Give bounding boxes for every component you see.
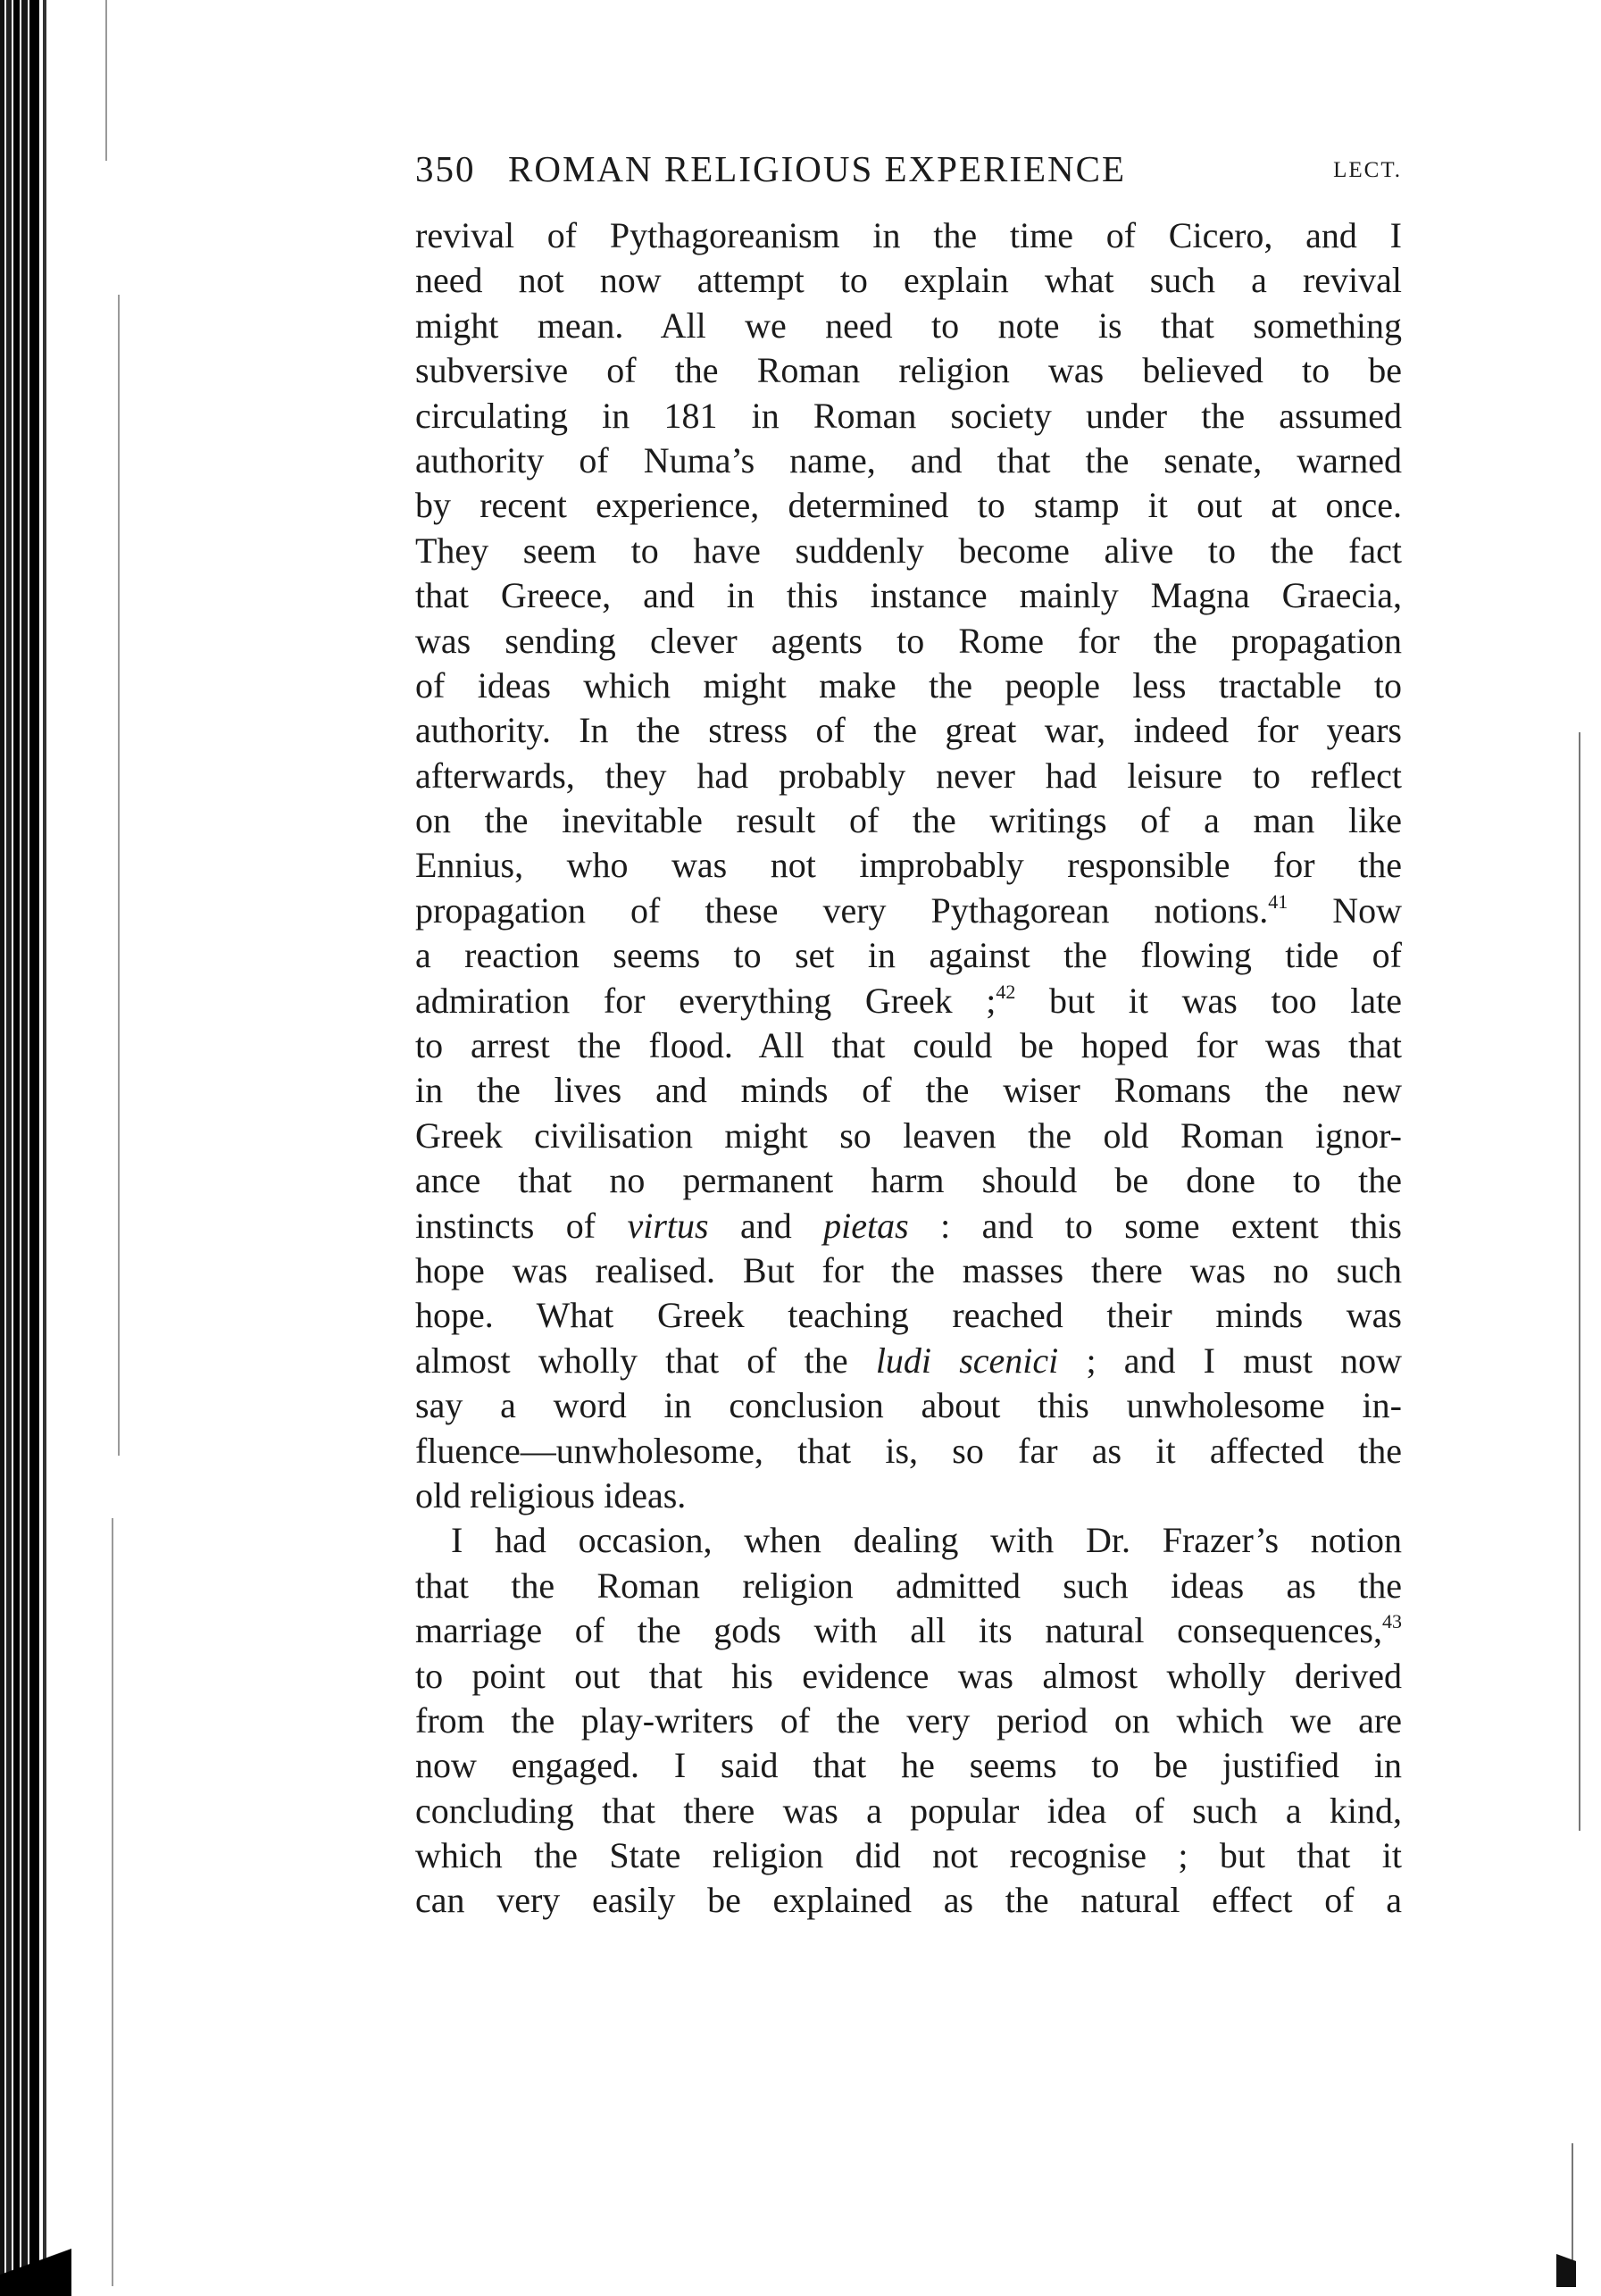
text-run: Now: [1288, 889, 1402, 931]
paragraph-2: [415, 1518, 1402, 1924]
footnote-ref-41: 41: [1268, 889, 1288, 913]
text-run: ; and I must now: [1058, 1340, 1402, 1381]
text-line: hope. What Greek teaching reached their minds was: [415, 1295, 1402, 1336]
text-line: revival of Pythagoreanism in the time of Cicero, and I: [415, 215, 1402, 255]
text-line: old religious ideas.: [415, 1474, 687, 1515]
text-line: to arrest the flood. All that could be hoped for was that: [415, 1025, 1402, 1066]
scan-edge-mark: [1579, 732, 1580, 1831]
text-line: subversive of the Roman religion was believed to be: [415, 350, 1402, 391]
scan-binding-edge: [0, 0, 64, 2296]
text-line: [415, 889, 1402, 933]
text-line: [415, 1608, 1402, 1653]
text-line: which the State religion did not recognise ; but that it: [415, 1835, 1402, 1876]
text-line: to point out that his evidence was almost wholly derived: [415, 1655, 1402, 1696]
text-run: and: [708, 1205, 824, 1246]
running-head-lect: LECT.: [1333, 158, 1402, 182]
text-line: [415, 1204, 1402, 1248]
text-line: can very easily be explained as the natural effect of a: [415, 1880, 1402, 1921]
scan-fiber-line: [112, 1518, 113, 2286]
text-run: instincts of: [415, 1205, 628, 1246]
text-line: say a word in conclusion about this unwholesome in-: [415, 1385, 1402, 1426]
text-line: that the Roman religion admitted such ideas as the: [415, 1565, 1402, 1606]
text-line: [415, 979, 1402, 1023]
text-line: need not now attempt to explain what such a revival: [415, 260, 1402, 301]
text-line: hope was realised. But for the masses there was no such: [415, 1249, 1402, 1290]
text-line: on the inevitable result of the writings of a man like: [415, 800, 1402, 841]
text-line: of ideas which might make the people less tractable to: [415, 664, 1402, 705]
text-run: marriage of the gods with all its natural consequences,: [415, 1610, 1382, 1651]
text-line: from the play-writers of the very period on which we are: [415, 1699, 1402, 1741]
text-run: but it was too late: [1015, 980, 1402, 1021]
paragraph-1: [415, 213, 1402, 1518]
text-line: a reaction seems to set in against the flowing tide of: [415, 935, 1402, 976]
footnote-ref-42: 42: [996, 980, 1016, 1003]
text-line: was sending clever agents to Rome for the propagation: [415, 620, 1402, 661]
text-line: might mean. All we need to note is that something: [415, 305, 1402, 346]
text-line: [415, 1339, 1402, 1383]
book-page: [415, 147, 1402, 1924]
text-run: almost wholly that of the: [415, 1340, 876, 1381]
text-line: fluence—unwholesome, that is, so far as it affected the: [415, 1430, 1402, 1471]
italic-term-pietas: pietas: [823, 1205, 909, 1246]
scan-binding-shadow: [0, 2242, 71, 2296]
text-line: I had occasion, when dealing with Dr. Frazer’s notion: [451, 1520, 1402, 1561]
text-run: : and to some extent this: [908, 1205, 1402, 1246]
text-line: ance that no permanent harm should be done to the: [415, 1160, 1402, 1201]
text-line: authority of Numa’s name, and that the senate, warned: [415, 439, 1402, 480]
scan-fiber-line: [118, 295, 120, 1456]
footnote-ref-43: 43: [1382, 1610, 1402, 1633]
text-line: now engaged. I said that he seems to be justified in: [415, 1745, 1402, 1786]
text-run: admiration for everything Greek ;: [415, 980, 996, 1021]
scan-fiber-line: [105, 0, 107, 161]
text-line: Ennius, who was not improbably responsible for the: [415, 845, 1402, 886]
scan-corner-mark: [1556, 2233, 1576, 2287]
text-line: Greek civilisation might so leaven the old Roman ignor-: [415, 1115, 1402, 1156]
text-line: afterwards, they had probably never had leisure to reflect: [415, 755, 1402, 796]
text-run: propagation of these very Pythagorean notions.: [415, 889, 1269, 931]
page-number: 350: [415, 148, 476, 189]
text-line: that Greece, and in this instance mainly Magna Graecia,: [415, 575, 1402, 616]
text-line: circulating in 181 in Roman society under the assumed: [415, 395, 1402, 436]
text-line: authority. In the stress of the great war, indeed for years: [415, 710, 1402, 751]
italic-term-virtus: virtus: [627, 1205, 709, 1246]
running-head-title: ROMAN RELIGIOUS EXPERIENCE: [508, 148, 1127, 189]
italic-term-ludi-scenici: ludi scenici: [875, 1340, 1059, 1381]
text-line: in the lives and minds of the wiser Romans the new: [415, 1070, 1402, 1111]
running-head: [415, 147, 1402, 201]
text-line: They seem to have suddenly become alive to the fact: [415, 530, 1402, 571]
text-line: concluding that there was a popular idea of such a kind,: [415, 1790, 1402, 1831]
text-line: by recent experience, determined to stamp it out at once.: [415, 485, 1402, 526]
